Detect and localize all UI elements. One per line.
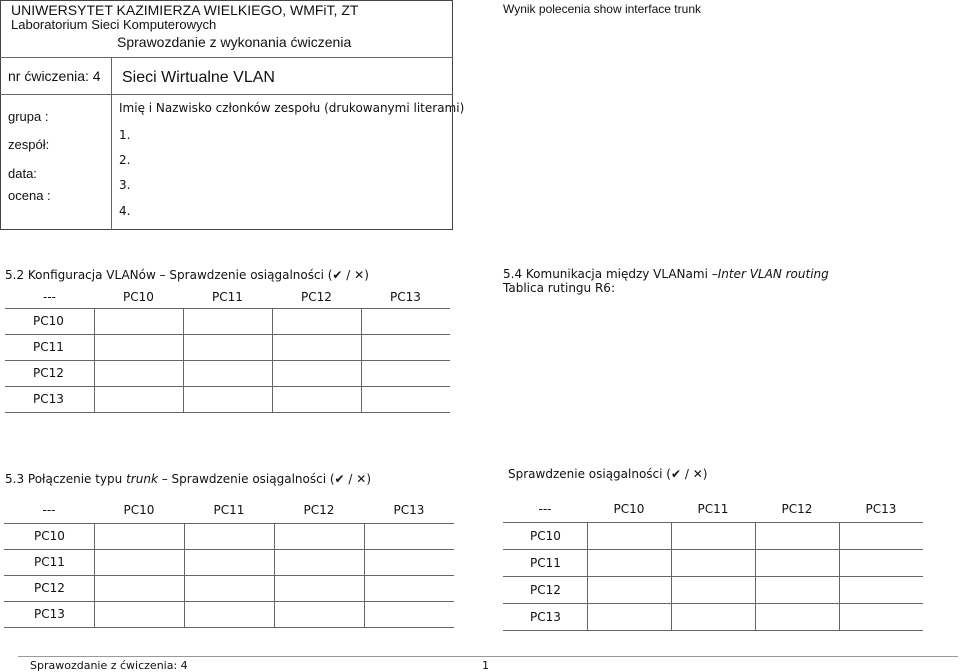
column-header: PC11: [697, 501, 729, 516]
label-column-divider: [111, 57, 112, 230]
table-rule: [839, 522, 840, 630]
row-header: PC12: [530, 582, 561, 597]
row-header: PC10: [34, 529, 65, 543]
title-divider: [0, 94, 453, 95]
table-rule: [5, 386, 450, 387]
column-header: ---: [42, 503, 56, 517]
table-rule: [184, 523, 185, 627]
column-header: ---: [538, 501, 552, 516]
row-header: PC13: [33, 392, 64, 406]
table-rule: [4, 627, 454, 628]
cross-icon: ✕: [356, 472, 367, 486]
table-rule: [4, 575, 454, 576]
table-rule: [361, 308, 362, 412]
table-rule: [587, 522, 588, 630]
column-header: PC10: [123, 290, 154, 304]
member-3: 3.: [119, 178, 131, 192]
table-rule: [5, 308, 450, 309]
table-rule: [4, 523, 454, 524]
grade-label: ocena :: [8, 188, 51, 203]
members-heading: Imię i Nazwisko członków zespołu (drukowanymi literami): [119, 101, 465, 115]
lab-name: Laboratorium Sieci Komputerowych: [11, 17, 217, 32]
table-rule: [274, 523, 275, 627]
row-header: PC11: [34, 555, 65, 569]
row-header: PC12: [34, 581, 65, 595]
column-header: PC12: [301, 290, 332, 304]
date-label: data:: [8, 166, 37, 181]
check-icon: ✔: [670, 467, 682, 481]
cross-icon: ✕: [354, 268, 365, 282]
team-label: zespół:: [8, 137, 50, 152]
cross-icon: ✕: [692, 467, 703, 481]
header-divider: [0, 57, 453, 58]
column-header: PC11: [212, 290, 243, 304]
university-name: UNIWERSYTET KAZIMIERZA WIELKIEGO, WMFiT, ZT: [11, 2, 359, 18]
group-label: grupa :: [8, 109, 49, 124]
member-4: 4.: [119, 204, 131, 218]
exercise-title: Sieci Wirtualne VLAN: [122, 69, 275, 86]
column-header: PC13: [865, 501, 897, 516]
check-icon: ✔: [332, 268, 343, 282]
table-rule: [272, 308, 273, 412]
column-header: ---: [43, 290, 56, 304]
table-rule: [94, 308, 95, 412]
section-5-4-title: 5.4 Komunikacja między VLANami –Inter VLAN routing: [503, 267, 829, 281]
section-5-3-title: 5.3 Połączenie typu trunk – Sprawdzenie osiągalności (✔ / ✕): [5, 472, 372, 486]
row-header: PC13: [530, 609, 561, 624]
column-header: PC13: [390, 290, 421, 304]
table-rule: [5, 412, 450, 413]
check-icon: ✔: [334, 472, 345, 486]
row-header: PC11: [33, 340, 64, 354]
report-title: Sprawozdanie z wykonania ćwiczenia: [117, 34, 352, 50]
footer-label: Sprawozdanie z ćwiczenia: 4: [30, 659, 188, 672]
table-rule: [5, 360, 450, 361]
table-rule: [503, 603, 923, 604]
footer-rule: [18, 656, 958, 657]
row-header: PC11: [530, 555, 561, 570]
column-header: PC12: [303, 503, 335, 517]
table-rule: [4, 549, 454, 550]
table-rule: [94, 523, 95, 627]
table-rule: [755, 522, 756, 630]
column-header: PC10: [613, 501, 645, 516]
section-5-2-title: 5.2 Konfiguracja VLANów – Sprawdzenie osiągalności (✔ / ✕): [5, 268, 369, 282]
member-2: 2.: [119, 153, 131, 167]
routing-table-label: Tablica rutingu R6:: [503, 281, 615, 295]
table-rule: [503, 522, 923, 523]
table-rule: [671, 522, 672, 630]
section-reachability-title: Sprawdzenie osiągalności (✔ / ✕): [508, 467, 708, 481]
exercise-number: nr ćwiczenia: 4: [8, 68, 101, 84]
table-rule: [503, 549, 923, 550]
table-rule: [4, 601, 454, 602]
column-header: PC13: [393, 503, 425, 517]
trunk-output-title: Wynik polecenia show interface trunk: [503, 2, 701, 16]
member-1: 1.: [119, 128, 131, 142]
table-rule: [503, 630, 923, 631]
table-rule: [5, 334, 450, 335]
column-header: PC10: [123, 503, 155, 517]
table-rule: [364, 523, 365, 627]
table-rule: [183, 308, 184, 412]
row-header: PC10: [33, 314, 64, 328]
column-header: PC12: [781, 501, 813, 516]
page-number: 1: [482, 659, 489, 672]
row-header: PC12: [33, 366, 64, 380]
row-header: PC13: [34, 607, 65, 621]
table-rule: [503, 576, 923, 577]
column-header: PC11: [213, 503, 245, 517]
row-header: PC10: [530, 528, 561, 543]
